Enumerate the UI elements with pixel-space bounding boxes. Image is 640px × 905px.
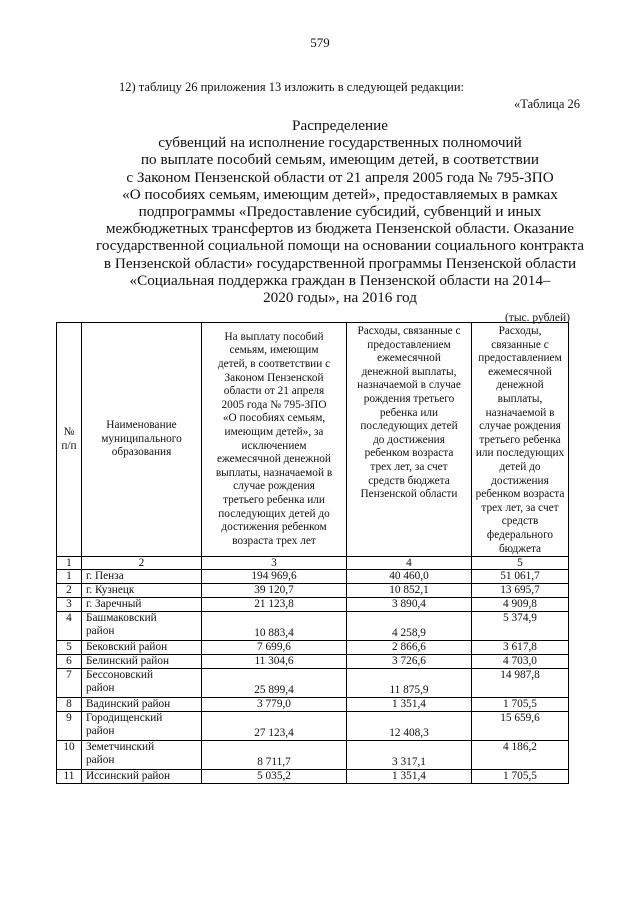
- column-number: 5: [472, 557, 569, 570]
- value-col5: 4 909,8: [472, 598, 569, 612]
- value-col3: 11 304,6: [202, 655, 347, 669]
- table-row: [57, 641, 569, 655]
- value-col3: 3 779,0: [202, 698, 347, 712]
- header-num: № п/п: [57, 323, 82, 557]
- value-col3: 21 123,8: [202, 598, 347, 612]
- document-title: [70, 117, 610, 306]
- row-number: 2: [57, 584, 82, 598]
- row-number: 7: [57, 669, 82, 698]
- row-number: 9: [57, 712, 82, 741]
- title-line: в Пензенской области» государственной программы Пензенской области: [103, 254, 577, 272]
- row-number: 1: [57, 570, 82, 584]
- column-number: 3: [202, 557, 347, 570]
- title-line: по выплате пособий семьям, имеющим детей, в соответствии: [140, 151, 540, 169]
- table-row: [57, 598, 569, 612]
- column-number-row: [57, 557, 569, 570]
- value-col5: 1 705,5: [472, 698, 569, 712]
- header-col3: На выплату пособий семьям, имеющим детей, в соответствии с Законом Пензенской области от 21 апреля 2005 года № 795-ЗПО «О пособиях семьям, имеющим детей», за исключением ежемесячной денежной выплаты, назначаемой в случае рождения третьего ребенка или последующих детей до достижения ребенком возраста трех лет: [202, 323, 347, 557]
- value-col4: 3 890,4: [347, 598, 472, 612]
- value-col3: 194 969,6: [202, 570, 347, 584]
- table-row: [57, 741, 569, 770]
- row-number: 10: [57, 741, 82, 770]
- municipality-name: Вадинский район: [82, 698, 202, 712]
- row-number: 11: [57, 770, 82, 784]
- header-col5: Расходы, связанные с предоставлением ежемесячной денежной выплаты, назначаемой в случае рождения третьего ребенка или последующих детей до достижения ребенком возраста трех лет, за счет средств федерального бюджета: [472, 323, 569, 557]
- table-row: [57, 655, 569, 669]
- title-line: межбюджетных трансфертов из бюджета Пензенской области. Оказание: [105, 220, 575, 238]
- row-number: 5: [57, 641, 82, 655]
- row-number: 6: [57, 655, 82, 669]
- units-label: (тыс. рублей): [504, 312, 570, 324]
- value-col3: 5 035,2: [202, 770, 347, 784]
- municipality-name: Иссинский район: [82, 770, 202, 784]
- value-col3: 39 120,7: [202, 584, 347, 598]
- municipality-name: г. Заречный: [82, 598, 202, 612]
- row-number: 8: [57, 698, 82, 712]
- column-number: 2: [82, 557, 202, 570]
- municipality-name: г. Кузнецк: [82, 584, 202, 598]
- title-line: государственной социальной помощи на основании социального контракта: [95, 237, 585, 255]
- municipality-name: Бессоновский район: [82, 669, 202, 698]
- municipality-name: г. Пенза: [82, 570, 202, 584]
- row-number: 4: [57, 612, 82, 641]
- value-col5: 1 705,5: [472, 770, 569, 784]
- value-col4: 11 875,9: [347, 669, 472, 698]
- header-name: Наименование муниципального образования: [82, 323, 202, 557]
- title-line: Распределение: [292, 117, 388, 134]
- value-col5: 5 374,9: [472, 612, 569, 641]
- municipality-name: Белинский район: [82, 655, 202, 669]
- value-col4: 12 408,3: [347, 712, 472, 741]
- value-col4: 40 460,0: [347, 570, 472, 584]
- table-row: [57, 612, 569, 641]
- header-col4: Расходы, связанные с предоставлением ежемесячной денежной выплаты, назначаемой в случае рождения третьего ребенка или последующих детей до достижения ребенком возраста трех лет, за счет средств бюджета Пензенской области: [347, 323, 472, 557]
- value-col4: 3 726,6: [347, 655, 472, 669]
- municipality-name: Земетчинский район: [82, 741, 202, 770]
- value-col5: 3 617,8: [472, 641, 569, 655]
- title-line: субвенций на исполнение государственных полномочий: [158, 134, 522, 152]
- value-col5: 15 659,6: [472, 712, 569, 741]
- table-row: [57, 712, 569, 741]
- value-col3: 27 123,4: [202, 712, 347, 741]
- row-number: 3: [57, 598, 82, 612]
- value-col5: 51 061,7: [472, 570, 569, 584]
- column-number: 1: [57, 557, 82, 570]
- value-col3: 10 883,4: [202, 612, 347, 641]
- table-row: [57, 698, 569, 712]
- intro-paragraph: 12) таблицу 26 приложения 13 изложить в следующей редакции:: [119, 80, 465, 94]
- table-body: [57, 570, 569, 784]
- value-col3: 7 699,6: [202, 641, 347, 655]
- header-row: [57, 323, 569, 557]
- municipality-name: Бековский район: [82, 641, 202, 655]
- page-number: 579: [310, 35, 330, 50]
- title-line: «О пособиях семьям, имеющим детей», предоставляемых в рамках: [122, 185, 558, 203]
- value-col4: 10 852,1: [347, 584, 472, 598]
- value-col4: 4 258,9: [347, 612, 472, 641]
- title-line: с Законом Пензенской области от 21 апреля 2005 года № 795-ЗПО: [126, 168, 554, 186]
- value-col5: 4 186,2: [472, 741, 569, 770]
- value-col5: 4 703,0: [472, 655, 569, 669]
- value-col3: 8 711,7: [202, 741, 347, 770]
- municipality-name: Городищенский район: [82, 712, 202, 741]
- table-row: [57, 584, 569, 598]
- municipality-name: Башмаковский район: [82, 612, 202, 641]
- value-col4: 3 317,1: [347, 741, 472, 770]
- value-col4: 2 866,6: [347, 641, 472, 655]
- value-col4: 1 351,4: [347, 770, 472, 784]
- value-col5: 13 695,7: [472, 584, 569, 598]
- title-line: «Социальная поддержка граждан в Пензенской области на 2014–: [129, 271, 551, 289]
- table-row: [57, 770, 569, 784]
- value-col3: 25 899,4: [202, 669, 347, 698]
- title-line: 2020 годы», на 2016 год: [263, 289, 417, 307]
- title-line: подпрограммы «Предоставление субсидий, субвенций и иных: [138, 203, 542, 221]
- table-row: [57, 570, 569, 584]
- column-number: 4: [347, 557, 472, 570]
- table-reference: «Таблица 26: [514, 97, 580, 111]
- table-row: [57, 669, 569, 698]
- value-col4: 1 351,4: [347, 698, 472, 712]
- value-col5: 14 987,8: [472, 669, 569, 698]
- subsidy-table: [56, 322, 569, 784]
